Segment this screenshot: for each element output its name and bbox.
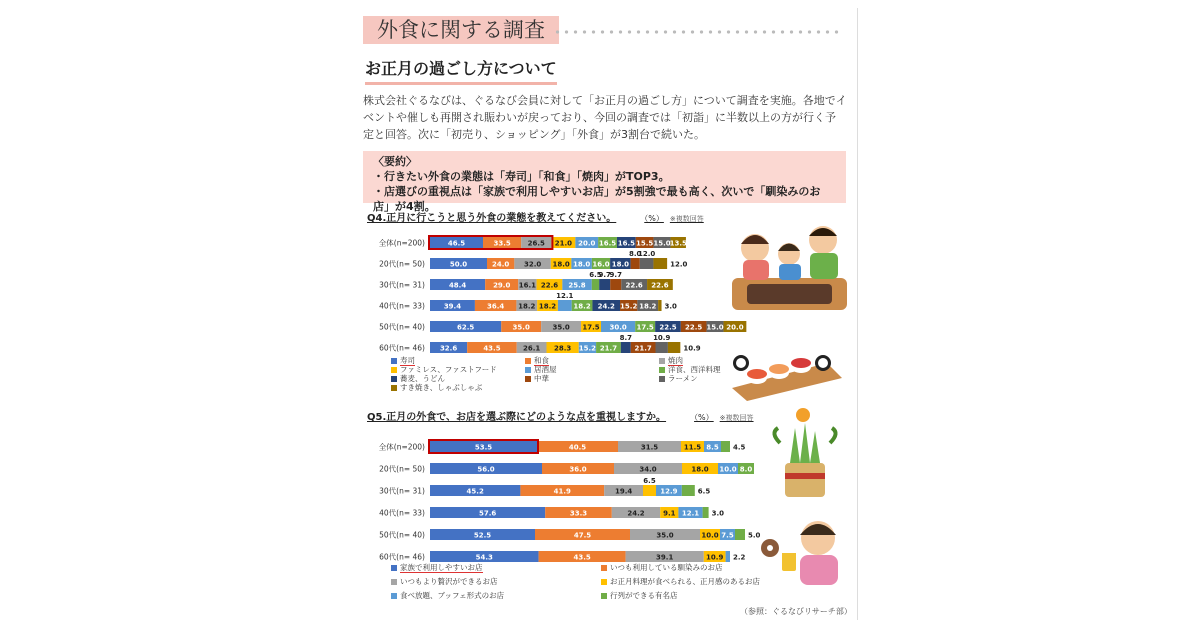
data-label: 4.5: [733, 443, 746, 452]
data-label: 3.0: [664, 302, 677, 311]
data-label: 56.0: [477, 465, 495, 474]
legend-swatch: [391, 385, 397, 391]
data-label: 26.5: [527, 239, 545, 248]
bar-segment: [631, 258, 640, 269]
legend-swatch: [659, 376, 665, 382]
data-label: 8.0: [739, 465, 753, 474]
data-label: 12.0: [670, 260, 688, 269]
bar-segment: [682, 485, 695, 496]
data-label: 30.0: [609, 323, 627, 332]
data-label: 17.5: [636, 323, 654, 332]
category-label: 30代(n= 31): [379, 486, 425, 496]
bar-segment: [653, 258, 667, 269]
data-label: 33.3: [569, 509, 588, 518]
data-label: 43.5: [483, 344, 501, 353]
category-label: 全体(n=200): [378, 238, 425, 248]
legend-label: お正月料理が食べられる、正月感のあるお店: [610, 577, 760, 586]
data-label: 15.5: [635, 239, 654, 248]
legend-swatch: [525, 376, 531, 382]
data-label: 35.0: [552, 323, 570, 332]
data-label: 18.0: [572, 260, 591, 269]
legend-swatch: [601, 565, 607, 571]
bar-segment: [703, 507, 709, 518]
data-label: 15.0: [653, 239, 671, 248]
data-label: 11.5: [683, 443, 702, 452]
data-label: 13.5: [669, 239, 687, 248]
category-label: 30代(n= 31): [379, 280, 425, 290]
legend-label: 行列ができる有名店: [610, 591, 678, 600]
legend-item: [391, 590, 504, 601]
summary-point: ・店選びの重視点は「家族で利用しやすいお店」が5割強で最も高く、次いで「馴染みのお店」が4割。: [373, 185, 821, 213]
data-label: 21.7: [634, 344, 652, 353]
legend-label: 居酒屋: [534, 365, 557, 374]
bar-segment: [640, 258, 654, 269]
dotted-divider: [553, 30, 843, 34]
bar-segment: [621, 342, 631, 353]
bar-segment: [658, 300, 661, 311]
family-dining-illustration: [727, 208, 852, 318]
bar-segment: [592, 279, 599, 290]
q5-unit: （%）: [694, 413, 714, 422]
page-subtitle: お正月の過ごし方について: [365, 58, 557, 85]
bar-segment: [726, 551, 730, 562]
legend-item: [601, 590, 678, 601]
data-label: 29.0: [493, 281, 511, 290]
data-label: 22.5: [684, 323, 703, 332]
data-label: 33.5: [493, 239, 511, 248]
data-label: 18.2: [538, 302, 557, 311]
bar-segment: [721, 441, 730, 452]
q4-title-text: Q4.正月に行こうと思う外食の業態を教えてください。: [367, 213, 617, 224]
legend-item: [659, 373, 698, 384]
data-label: 16.5: [598, 239, 617, 248]
data-label: 45.2: [466, 487, 484, 496]
q5-title: [367, 408, 754, 423]
report-page: [345, 8, 858, 620]
data-label: 8.7: [619, 334, 632, 342]
data-label: 24.0: [492, 260, 510, 269]
data-label: 39.1: [656, 553, 674, 562]
data-label: 35.0: [656, 531, 674, 540]
legend-label: 洋食、西洋料理: [668, 365, 721, 374]
data-label: 2.2: [733, 553, 746, 562]
category-label: 60代(n= 46): [379, 552, 425, 562]
q4-note: ※複数回答: [669, 215, 704, 223]
woman-drinking-illustration: [760, 513, 850, 588]
q5-note: ※複数回答: [719, 414, 754, 422]
data-label: 16.5: [617, 239, 636, 248]
kadomatsu-illustration: [770, 403, 845, 503]
data-label: 22.6: [625, 281, 643, 290]
legend-label: 中華: [534, 374, 549, 383]
data-label: 10.9: [706, 553, 724, 562]
data-label: 54.3: [475, 553, 493, 562]
data-label: 6.5: [697, 487, 711, 496]
bar-segment: [735, 529, 745, 540]
data-label: 35.0: [512, 323, 530, 332]
data-label: 22.6: [540, 281, 559, 290]
data-label: 15.2: [578, 344, 597, 353]
data-label: 22.5: [659, 323, 677, 332]
reference-note: （参照：ぐるなびリサーチ部）: [740, 607, 852, 616]
bar-segment: [558, 300, 572, 311]
category-label: 50代(n= 40): [379, 530, 425, 540]
data-label: 53.5: [474, 443, 493, 452]
data-label: 28.3: [553, 344, 572, 353]
data-label: 22.6: [651, 281, 669, 290]
data-label: 48.4: [448, 281, 467, 290]
data-label: 17.5: [582, 323, 600, 332]
intro-line: 株式会社ぐるなびは、ぐるなび会員に対して「お正月の過ごし方」について調査を実施。各地でイ: [363, 94, 847, 107]
category-label: 20代(n= 50): [379, 464, 425, 474]
data-label: 20.0: [726, 323, 744, 332]
intro-paragraph: [363, 92, 847, 143]
category-label: 全体(n=200): [378, 442, 425, 452]
legend-swatch: [601, 593, 607, 599]
data-label: 9.1: [663, 509, 676, 518]
intro-line: ベントや催しも再開され賑わいが戻っており、今回の調査では「初詣」に半数以上の方が行く予: [363, 111, 836, 124]
legend-label: すき焼き、しゃぶしゃぶ: [400, 383, 483, 392]
legend-swatch: [391, 579, 397, 585]
data-label: 16.1: [518, 281, 537, 290]
data-label: 46.5: [447, 239, 466, 248]
data-label: 7.5: [721, 531, 734, 540]
data-label: 9.7: [609, 271, 622, 279]
legend-label: 寿司: [400, 356, 415, 365]
data-label: 25.8: [568, 281, 586, 290]
legend-item: [601, 562, 723, 573]
data-label: 62.5: [456, 323, 475, 332]
legend-item: [391, 382, 482, 393]
data-label: 24.2: [597, 302, 615, 311]
legend-label: ファミレス、ファストフード: [400, 365, 497, 374]
data-label: 10.0: [701, 531, 719, 540]
data-label: 43.5: [573, 553, 591, 562]
data-label: 18.2: [573, 302, 591, 311]
data-label: 12.9: [660, 487, 678, 496]
data-label: 18.2: [518, 302, 536, 311]
legend-item: [525, 373, 549, 384]
category-label: 40代(n= 33): [379, 301, 425, 311]
legend-label: 家族で利用しやすいお店: [400, 563, 483, 572]
data-label: 21.0: [554, 239, 573, 248]
data-label: 8.5: [706, 443, 719, 452]
data-label: 18.0: [691, 465, 709, 474]
data-label: 20.0: [578, 239, 596, 248]
data-label: 10.9: [683, 344, 701, 353]
data-label: 21.7: [599, 344, 618, 353]
data-label: 6.5: [643, 477, 656, 485]
data-label: 24.2: [627, 509, 645, 518]
category-label: 60代(n= 46): [379, 343, 425, 353]
summary-point: ・行きたい外食の業態は「寿司」「和食」「焼肉」がTOP3。: [373, 170, 670, 183]
q5-legend: [391, 562, 771, 606]
data-label: 18.0: [611, 260, 630, 269]
data-label: 40.5: [568, 443, 587, 452]
data-label: 31.5: [640, 443, 659, 452]
data-label: 57.6: [478, 509, 497, 518]
data-label: 50.0: [449, 260, 468, 269]
data-label: 12.1: [556, 292, 574, 300]
data-label: 8.0: [628, 250, 642, 258]
data-label: 15.2: [620, 302, 638, 311]
data-label: 41.9: [553, 487, 571, 496]
bar-segment: [668, 342, 680, 353]
bar-segment: [655, 342, 667, 353]
legend-label: 焼肉: [668, 356, 683, 365]
data-label: 26.1: [522, 344, 541, 353]
data-label: 47.5: [573, 531, 592, 540]
legend-label: ラーメン: [668, 374, 698, 383]
intro-line: 定と回答。次に「初売り、ショッピング」「外食」が3割台で続いた。: [363, 128, 706, 141]
q5-title-text: Q5.正月の外食で、お店を選ぶ際にどのような点を重視しますか。: [367, 412, 667, 423]
data-label: 9.7: [598, 271, 611, 279]
data-label: 34.0: [639, 465, 657, 474]
data-label: 39.4: [443, 302, 462, 311]
legend-label: 蕎麦、うどん: [400, 374, 445, 383]
data-label: 16.0: [592, 260, 610, 269]
legend-item: [601, 576, 760, 587]
category-label: 40代(n= 33): [379, 508, 425, 518]
summary-box: [363, 151, 846, 213]
summary-heading: 〈要約〉: [373, 155, 417, 168]
bar-segment: [643, 485, 656, 496]
section-title: 外食に関する調査: [363, 16, 559, 44]
legend-swatch: [601, 579, 607, 585]
data-label: 10.0: [719, 465, 737, 474]
data-label: 6.5: [589, 271, 602, 279]
q4-legend: [391, 355, 721, 400]
data-label: 52.5: [473, 531, 492, 540]
bar-segment: [599, 279, 610, 290]
data-label: 19.4: [614, 487, 633, 496]
data-label: 10.9: [653, 334, 671, 342]
data-label: 3.0: [711, 509, 725, 518]
data-label: 12.1: [681, 509, 700, 518]
data-label: 18.2: [639, 302, 657, 311]
legend-label: いつもより贅沢ができるお店: [400, 577, 498, 586]
sushi-illustration: [727, 333, 847, 403]
legend-swatch: [391, 565, 397, 571]
legend-label: いつも利用している馴染みのお店: [610, 563, 723, 572]
data-label: 5.0: [748, 531, 761, 540]
data-label: 36.4: [487, 302, 505, 311]
category-label: 50代(n= 40): [379, 322, 425, 332]
category-label: 20代(n= 50): [379, 259, 425, 269]
bar-segment: [610, 279, 621, 290]
data-label: 32.0: [523, 260, 542, 269]
data-label: 15.0: [706, 323, 724, 332]
data-label: 32.6: [439, 344, 458, 353]
data-label: 36.0: [569, 465, 587, 474]
legend-item: [391, 562, 483, 573]
legend-item: [391, 576, 498, 587]
legend-label: 食べ放題、ブッフェ形式のお店: [400, 591, 505, 600]
q4-unit: （%）: [644, 214, 664, 223]
data-label: 18.0: [552, 260, 570, 269]
legend-label: 和食: [534, 356, 549, 365]
data-label: 12.0: [637, 250, 656, 258]
legend-swatch: [391, 593, 397, 599]
